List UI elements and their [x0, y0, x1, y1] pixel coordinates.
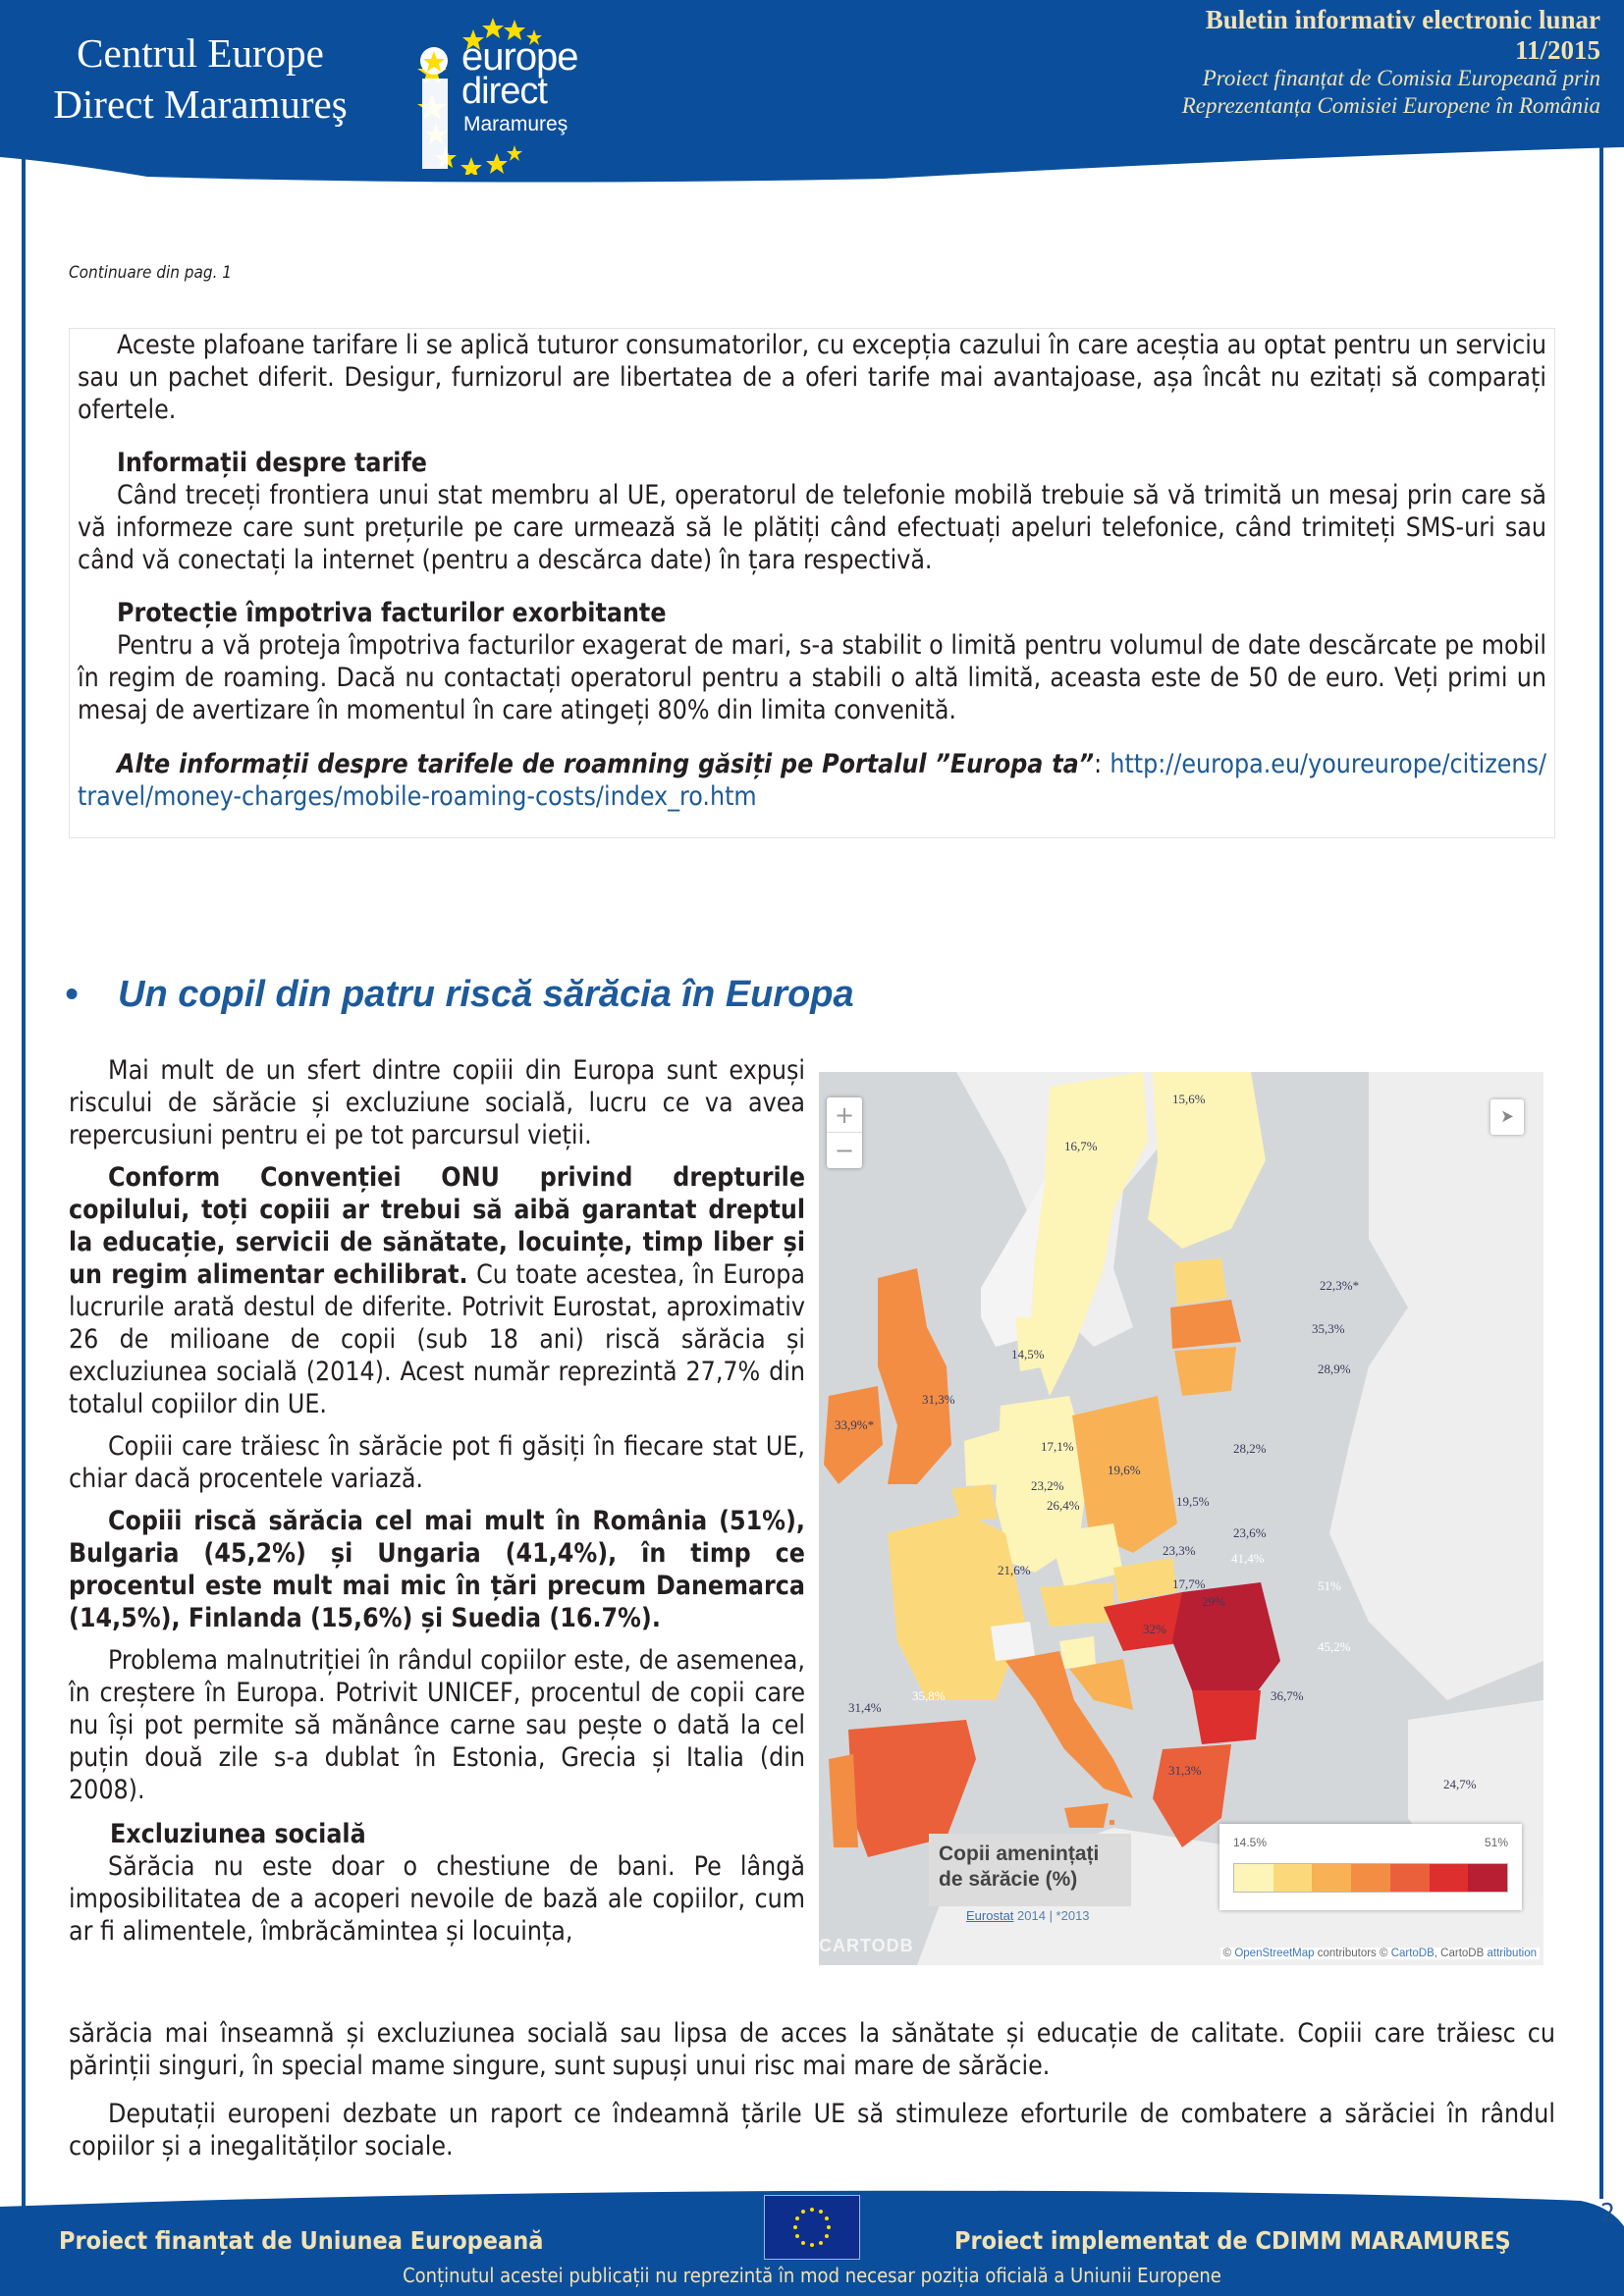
map-label-slovakia: 23,6% — [1233, 1525, 1267, 1540]
map-label-cyprus: 24,7% — [1443, 1777, 1477, 1791]
bill-protection-heading: Protecție împotriva facturilor exorbitante — [117, 598, 667, 628]
attrib-mid: contributors © — [1314, 1948, 1391, 1959]
logo-region: Maramureş — [463, 113, 568, 135]
article-paragraph-6b: sărăcia mai înseamnă și excluziunea socială sau lipsa de acces la sănătate și educație de calitate. Copiii care trăiesc cu părinții singuri, în special mame singure, sunt supuși unui risc mai mare de sărăcie. — [69, 2018, 1555, 2081]
eurostat-statement: Cu toate acestea, în Europa lucrurile arată destul de diferite. Potrivit Eurostat, aproximativ 26 de milioane de copii (sub 18 ani) riscă sărăcia și excluziunea socială (2014). Acest număr reprezintă 27,7% din totalul copiilor din UE. — [69, 1259, 805, 1419]
legend-swatch-7 — [1468, 1864, 1507, 1892]
eu-stars-icon — [765, 2196, 859, 2259]
social-exclusion-heading: Excluziunea socială — [110, 1819, 366, 1849]
legend-swatch-3 — [1312, 1864, 1351, 1892]
footer-implementer: Proiect implementat de CDIMM MARAMUREŞ — [954, 2226, 1511, 2255]
map-label-latvia: 35,3% — [1312, 1321, 1345, 1336]
article-paragraph-6a: Sărăcia nu este doar o chestiune de bani. Pe lângă imposibilitatea de a acoperi nevoile de bază ale copiilor, cum ar fi alimentele, îmbrăcămintea și locuința, — [69, 1851, 805, 1947]
map-label-france: 21,6% — [998, 1563, 1031, 1577]
map-label-greece: 36,7% — [1271, 1688, 1304, 1703]
map-label-poland: 28,2% — [1233, 1441, 1267, 1456]
article-paragraph-4: Copiii riscă sărăcia cel mai mult în România (51%), Bulgaria (45,2%) și Ungaria (41,4%), în timp ce procentul este mult mai mic în țări precum Danemarca (14,5%), Finlanda (15,6%) și Suedia (16.7%). — [69, 1506, 805, 1633]
cartodb-link[interactable]: CartoDB — [1390, 1948, 1435, 1959]
map-label-belgium: 23,2% — [1031, 1478, 1064, 1493]
legend-swatch-4 — [1351, 1864, 1390, 1892]
more-info-label: Alte informații despre tarifele de roamning găsiți pe Portalul ”Europa ta” — [117, 749, 1095, 779]
article-left-column — [69, 1054, 805, 1948]
map-label-spain: 35,8% — [912, 1688, 946, 1703]
attrib-prefix: © — [1222, 1948, 1235, 1959]
map-label-hungary: 41,4% — [1231, 1551, 1265, 1566]
article-paragraph-5: Problema malnutriției în rândul copiilor este, de asemenea, în creștere în Europa. Potrivit UNICEF, procentul de copii care nu își pot permite să mănânce carne sau pește o dată la cel puțin două zile s-a dublat în Estonia, Grecia și Italia (din 2008). — [69, 1645, 805, 1805]
map-label-malta: 31,3% — [1168, 1763, 1202, 1778]
legend-swatch-6 — [1430, 1864, 1469, 1892]
funding-line-1: Proiect finanțat de Comisia Europeană prin — [1202, 66, 1600, 90]
un-convention-statement: Conform Convenției ONU privind drepturile copilului, toți copiii ar trebui să aibă garantat dreptul la educație, servicii de sănătate, locuințe, timp liber și un regim alimentar echilibrat. — [69, 1162, 805, 1290]
map-label-netherlands: 17,1% — [1041, 1439, 1074, 1454]
map-label-lithuania: 28,9% — [1318, 1362, 1351, 1376]
osm-link[interactable]: OpenStreetMap — [1234, 1948, 1315, 1959]
right-border-rule — [1599, 147, 1603, 2199]
tariff-info-text: Când treceți frontiera unui stat membru al UE, operatorul de telefonie mobilă trebuie să vă trimită un mesaj prin care să vă informeze care sunt prețurile pe care urmează să le plătiți când efectuați apeluri telefonice, când trimiteți SMS-uri sau când vă conectați la internet (pentru a descărca date) în țara respectivă. — [78, 480, 1546, 575]
tariff-info-heading: Informații despre tarife — [117, 448, 427, 478]
share-icon[interactable]: ➤ — [1490, 1099, 1524, 1135]
map-label-bulgaria: 45,2% — [1318, 1639, 1351, 1654]
map-label-austria: 23,3% — [1163, 1543, 1196, 1558]
legend-color-ramp — [1233, 1863, 1508, 1893]
map-label-uk: 31,3% — [922, 1392, 955, 1407]
issue-number: 11/2015 — [1514, 35, 1600, 65]
map-attribution — [1220, 1948, 1540, 1959]
cartodb-watermark: CARTODB — [819, 1936, 914, 1955]
map-label-estonia: 22,3%* — [1320, 1278, 1360, 1293]
page-footer — [0, 2187, 1624, 2296]
bill-protection-text: Pentru a vă proteja împotriva facturilor exagerat de mari, s-a stabilit o limită pentru volumul de date descărcate pe mobil în regim de roaming. Dacă nu contactați operatorul pentru a stabili o altă limită, aceasta este de 50 de euro. Veți primi un mesaj de avertizare în momentul în care atingeți 80% din limita convenită. — [78, 630, 1546, 725]
map-label-italy: 32% — [1143, 1622, 1166, 1636]
article-paragraph-3: Copiii care trăiesc în sărăcie pot fi găsiți în fiecare stat UE, chiar dacă procentele variază. — [69, 1431, 805, 1494]
brand-line-1: Centrul Europe — [77, 30, 324, 76]
article-title-text: Un copil din patru riscă sărăcia în Europa — [118, 974, 854, 1015]
brand-line-2: Direct Maramureş — [53, 81, 348, 127]
map-label-denmark: 14,5% — [1011, 1347, 1045, 1362]
map-label-croatia: 29% — [1202, 1594, 1225, 1609]
logo-word-europe: europe — [461, 35, 578, 79]
more-info-separator: : — [1094, 749, 1110, 779]
footer-funding: Proiect finanțat de Uniunea Europeană — [59, 2226, 544, 2255]
map-title: Copii amenințați de sărăcie (%) — [929, 1834, 1131, 1906]
map-source-years: 2014 | *2013 — [1013, 1908, 1090, 1923]
map-legend — [1219, 1824, 1522, 1910]
legend-swatch-1 — [1234, 1864, 1273, 1892]
article-paragraph-7: Deputații europeni dezbate un raport ce îndeamnă țările UE să stimuleze eforturile de combatere a sărăciei în rândul copiilor și a inegalităților sociale. — [69, 2099, 1555, 2162]
map-label-sweden: 16,7% — [1064, 1139, 1098, 1153]
map-label-czechia: 19,5% — [1176, 1494, 1210, 1509]
child-poverty-map[interactable] — [819, 1072, 1543, 1965]
brand-title — [14, 27, 387, 130]
footer-disclaimer: Conținutul acestei publicații nu reprezintă în mod necesar poziția oficială a Uniunii Europene — [403, 2264, 1221, 2287]
article-paragraph-2 — [69, 1161, 805, 1420]
map-label-slovenia: 17,7% — [1172, 1576, 1206, 1591]
article-title — [65, 972, 854, 1017]
funding-line-2: Reprezentanța Comisiei Europene în România — [1181, 93, 1600, 118]
legend-swatch-5 — [1390, 1864, 1430, 1892]
bulletin-info — [1182, 4, 1600, 120]
legend-min: 14.5% — [1233, 1836, 1268, 1849]
bulletin-title: Buletin informativ electronic lunar — [1205, 5, 1600, 34]
roaming-costs-link[interactable]: http://europa.eu/youreurope/citizens/travel/money-charges/mobile-roaming-costs/index_ro.htm — [78, 749, 1546, 812]
bullet-icon: • — [65, 974, 79, 1015]
eu-flag-icon — [764, 2195, 860, 2260]
logo-word-direct: direct — [461, 71, 547, 112]
zoom-in-button[interactable]: + — [827, 1097, 862, 1133]
map-label-finland: 15,6% — [1172, 1092, 1206, 1106]
map-label-ireland: 33,9%* — [835, 1417, 875, 1432]
europe-direct-logo — [412, 10, 589, 175]
roaming-info-box — [69, 328, 1555, 838]
map-source — [966, 1908, 1090, 1923]
more-info-paragraph — [78, 748, 1546, 813]
legend-max: 51% — [1484, 1836, 1508, 1849]
legend-swatch-2 — [1273, 1864, 1313, 1892]
page-header — [0, 0, 1624, 196]
map-label-germany: 19,6% — [1108, 1463, 1141, 1477]
map-zoom-control — [827, 1097, 862, 1168]
article-full-width-text — [69, 2017, 1555, 2163]
attribution-link[interactable]: attribution — [1487, 1948, 1537, 1959]
map-label-luxembourg: 26,4% — [1047, 1498, 1080, 1513]
roaming-intro: Aceste plafoane tarifare li se aplică tuturor consumatorilor, cu excepția cazului în care aceștia au optat pentru un serviciu sau un pachet diferit. Desigur, furnizorul are libertatea de a oferi tarife mai avantajoase, așa încât nu ezitați să comparați ofertele. — [78, 330, 1546, 425]
left-border-rule — [22, 157, 26, 2209]
map-label-romania: 51% — [1318, 1578, 1341, 1593]
eurostat-link[interactable]: Eurostat — [966, 1908, 1014, 1923]
article-paragraph-1: Mai mult de un sfert dintre copiii din Europa sunt expuși riscului de sărăcie și excluziune socială, lucru ce va avea repercusiuni pentru ei pe tot parcursul vieții. — [69, 1055, 805, 1150]
continuation-note: Continuare din pag. 1 — [69, 263, 233, 283]
map-label-portugal: 31,4% — [848, 1700, 882, 1715]
attrib-end: , CartoDB — [1434, 1948, 1488, 1959]
zoom-out-button[interactable]: − — [834, 1137, 855, 1164]
page-number: 2 — [1600, 2199, 1615, 2228]
